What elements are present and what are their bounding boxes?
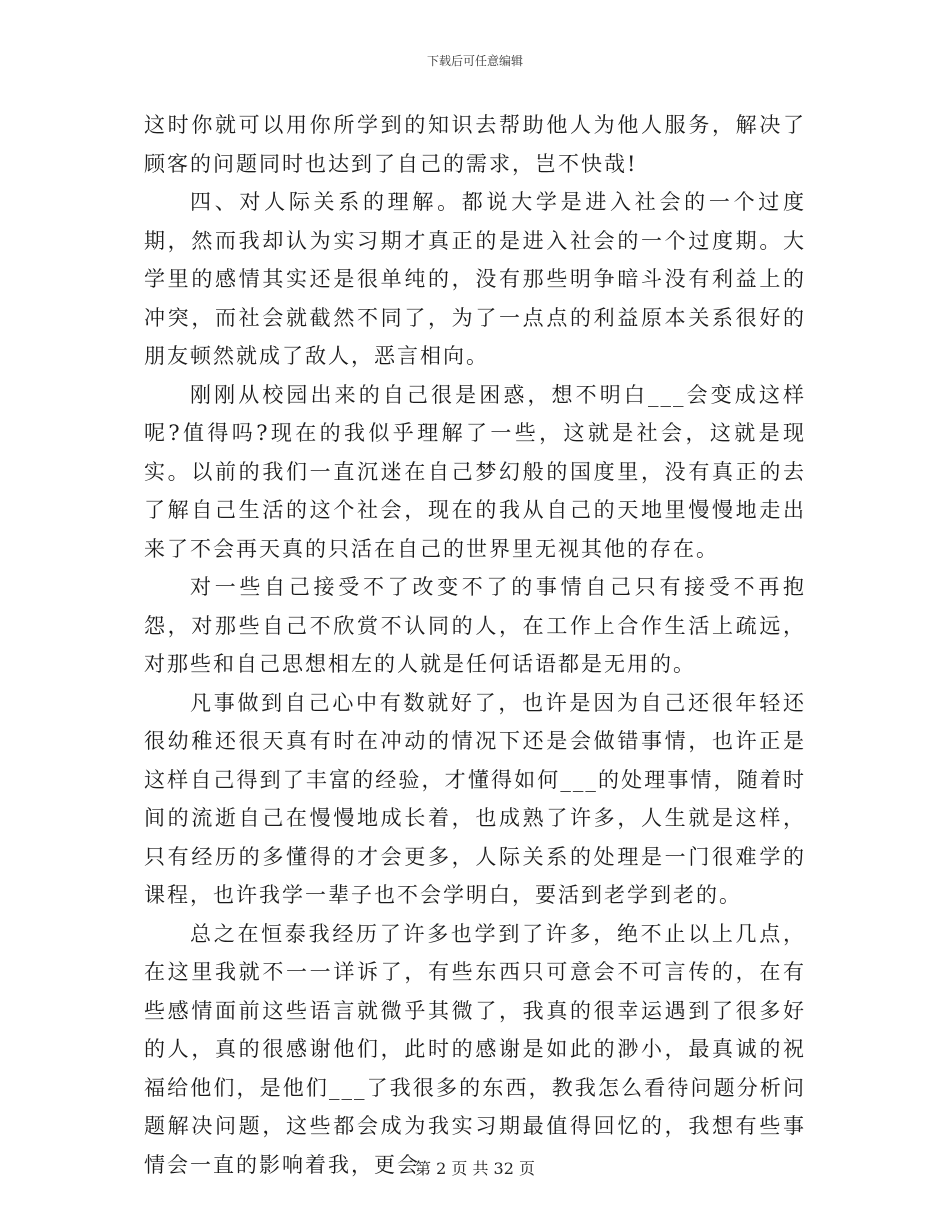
page-number-footer: 第 2 页 共 32 页: [415, 1159, 535, 1178]
paragraph: 对一些自己接受不了改变不了的事情自己只有接受不再抱怨，对那些自己不欣赏不认同的人，在工作上合作生活上疏远，对那些和自己思想相左的人就是任何话语都是无用的。: [144, 575, 806, 676]
paragraph: 刚刚从校园出来的自己很是困惑，想不明白___会变成这样呢?值得吗?现在的我似乎理解了一些，这就是社会，这就是现实。以前的我们一直沉迷在自己梦幻般的国度里，没有真正的去了解自己生活的这个社会，现在的我从自己的天地里慢慢地走出来了不会再天真的只活在自己的世界里无视其他的存在。: [144, 382, 806, 561]
document-body: [144, 106, 806, 1184]
paragraph: 这时你就可以用你所学到的知识去帮助他人为他人服务，解决了顾客的问题同时也达到了自己的需求，岂不快哉!: [144, 113, 806, 176]
paragraph: 四、对人际关系的理解。都说大学是进入社会的一个过度期，然而我却认为实习期才真正的是进入社会的一个过度期。大学里的感情其实还是很单纯的，没有那些明争暗斗没有利益上的冲突，而社会就截然不同了，为了一点点的利益原本关系很好的朋友顿然就成了敌人，恶言相向。: [144, 190, 806, 368]
header-note: 下载后可任意编辑: [426, 54, 523, 68]
paragraph: 凡事做到自己心中有数就好了，也许是因为自己还很年轻还很幼稚还很天真有时在冲动的情况下还是会做错事情，也许正是这样自己得到了丰富的经验，才懂得如何___的处理事情，随着时间的流逝自己在慢慢地成长着，也成熟了许多，人生就是这样，只有经历的多懂得的才会更多，人际关系的处理是一门很难学的课程，也许我学一辈子也不会学明白，要活到老学到老的。: [144, 690, 806, 907]
paragraph: 总之在恒泰我经历了许多也学到了许多，绝不止以上几点，在这里我就不一一详诉了，有些东西只可意会不可言传的，在有些感情面前这些语言就微乎其微了，我真的很幸运遇到了很多好的人，真的很感谢他们，此时的感谢是如此的渺小，最真诚的祝福给他们，是他们___了我很多的东西，教我怎么看待问题分析问题解决问题，这些都会成为我实习期最值得回忆的，我想有些事情会一直的影响着我，更会: [144, 921, 806, 1177]
